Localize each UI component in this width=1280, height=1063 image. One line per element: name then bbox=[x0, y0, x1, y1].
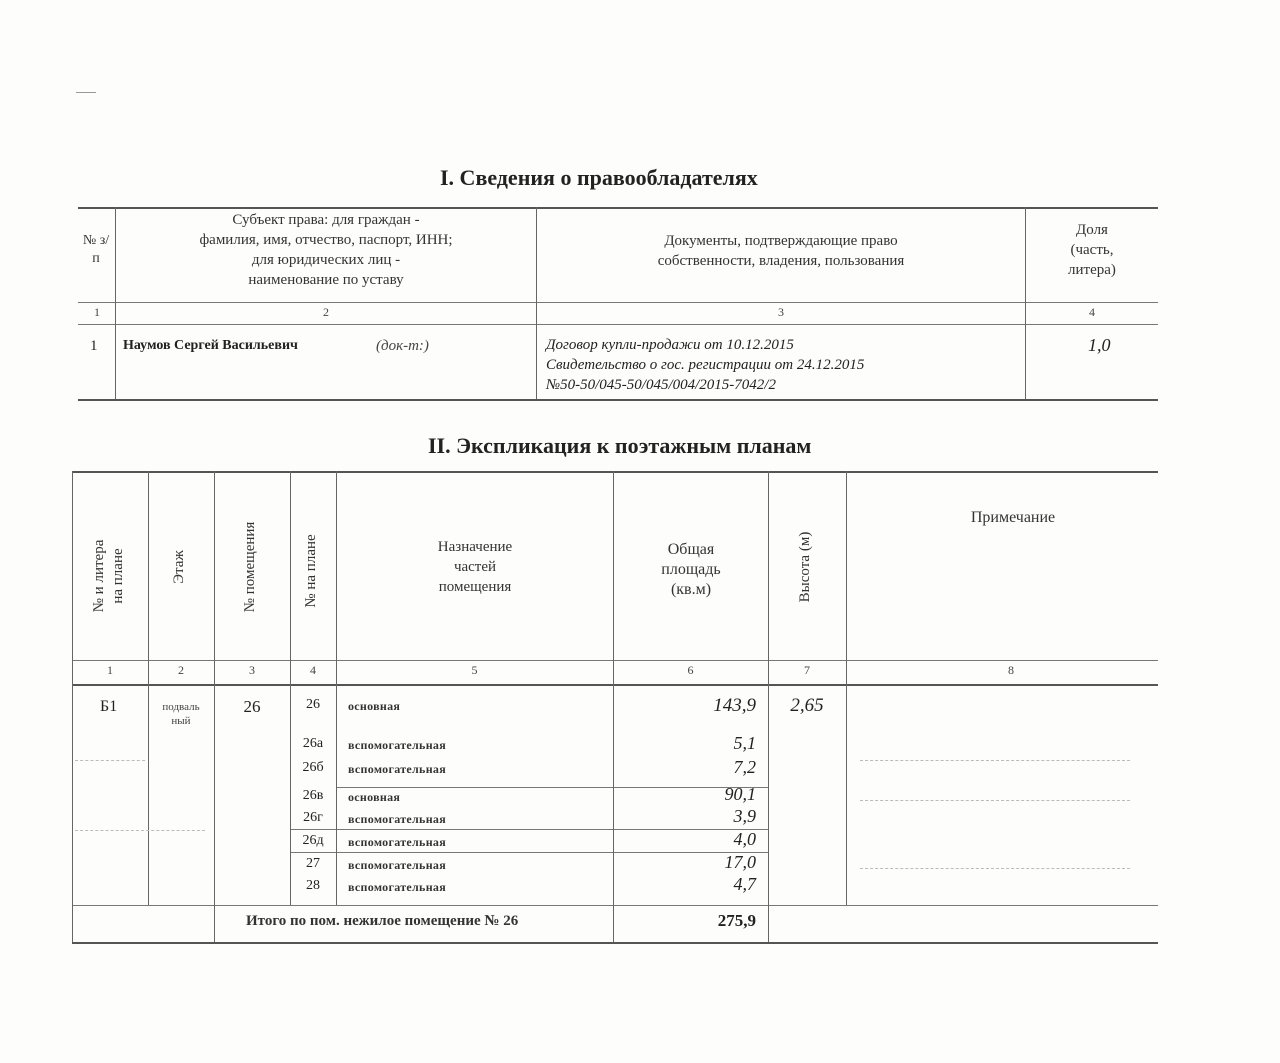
purpose: вспомогательная bbox=[348, 812, 446, 826]
total-area: 275,9 bbox=[717, 911, 756, 930]
height-value: 2,65 bbox=[790, 695, 824, 716]
col-number: 4 bbox=[310, 663, 316, 677]
owner-documents: Договор купли-продажи от 10.12.2015 Свидетельство о гос. регистрации от 24.12.2015 №50-50/045-50/045/004/2015-7042/2 bbox=[546, 337, 865, 393]
col-number: 1 bbox=[107, 663, 113, 677]
plan-number: 26б bbox=[302, 760, 324, 775]
litera-value: Б1 bbox=[100, 698, 118, 715]
header-num: № з/п bbox=[82, 233, 110, 266]
room-value: 26 bbox=[243, 697, 261, 716]
section1-title: I. Сведения о правообладателях bbox=[440, 165, 758, 190]
purpose: вспомогательная bbox=[348, 762, 446, 776]
plan-number: 26а bbox=[302, 736, 324, 751]
header-plan-no: № на плане bbox=[303, 534, 319, 608]
plan-number: 27 bbox=[306, 856, 320, 871]
plan-number: 26д bbox=[302, 833, 324, 848]
owner-share: 1,0 bbox=[1088, 335, 1111, 355]
purpose: вспомогательная bbox=[348, 858, 446, 872]
area: 7,2 bbox=[733, 757, 756, 777]
header-share: Доля (часть, литера) bbox=[1068, 222, 1116, 278]
plan-number: 26 bbox=[306, 697, 320, 712]
section2-title: II. Экспликация к поэтажным планам bbox=[428, 433, 812, 458]
purpose: вспомогательная bbox=[348, 880, 446, 894]
header-purpose: Назначение частей помещения bbox=[437, 539, 513, 595]
col-number: 1 bbox=[94, 305, 100, 319]
header-documents: Документы, подтверждающие право собственности, владения, пользования bbox=[657, 233, 905, 269]
owner-row-num: 1 bbox=[90, 338, 98, 354]
col-number: 3 bbox=[778, 305, 784, 319]
area: 90,1 bbox=[724, 784, 756, 804]
col-number: 2 bbox=[323, 305, 329, 319]
header-area: Общая площадь (кв.м) bbox=[661, 541, 721, 598]
header-litera: № и литера на плане bbox=[91, 539, 126, 613]
purpose: основная bbox=[348, 790, 401, 804]
col-number: 2 bbox=[178, 663, 184, 677]
area: 4,7 bbox=[733, 874, 756, 894]
area: 17,0 bbox=[724, 852, 756, 872]
owner-name: Наумов Сергей Васильевич bbox=[123, 338, 298, 353]
area: 4,0 bbox=[733, 829, 756, 849]
col-number: 8 bbox=[1008, 663, 1014, 677]
area: 3,9 bbox=[733, 806, 756, 826]
header-note: Примечание bbox=[970, 509, 1056, 526]
area: 143,9 bbox=[713, 695, 756, 716]
header-height: Высота (м) bbox=[797, 531, 813, 603]
col-number: 3 bbox=[249, 663, 255, 677]
area: 5,1 bbox=[733, 733, 756, 753]
purpose: вспомогательная bbox=[348, 738, 446, 752]
col-number: 4 bbox=[1089, 305, 1095, 319]
purpose: основная bbox=[348, 699, 401, 713]
purpose: вспомогательная bbox=[348, 835, 446, 849]
plan-number: 28 bbox=[306, 878, 320, 893]
plan-number: 26в bbox=[302, 788, 324, 803]
col-number: 6 bbox=[687, 663, 694, 677]
owner-doc-note: (док-т:) bbox=[376, 338, 429, 354]
header-subject: Субъект права: для граждан - фамилия, имя, отчество, паспорт, ИНН; для юридических лиц - наименование по уставу bbox=[199, 212, 453, 288]
col-number: 7 bbox=[804, 663, 810, 677]
header-room-no: № помещения bbox=[242, 521, 258, 613]
scan-mark bbox=[76, 92, 96, 93]
total-label: Итого по пом. нежилое помещение № 26 bbox=[246, 913, 519, 929]
header-floor: Этаж bbox=[171, 550, 187, 584]
floor-value: подваль ный bbox=[162, 701, 200, 727]
col-number: 5 bbox=[471, 663, 478, 677]
plan-number: 26г bbox=[303, 810, 323, 825]
